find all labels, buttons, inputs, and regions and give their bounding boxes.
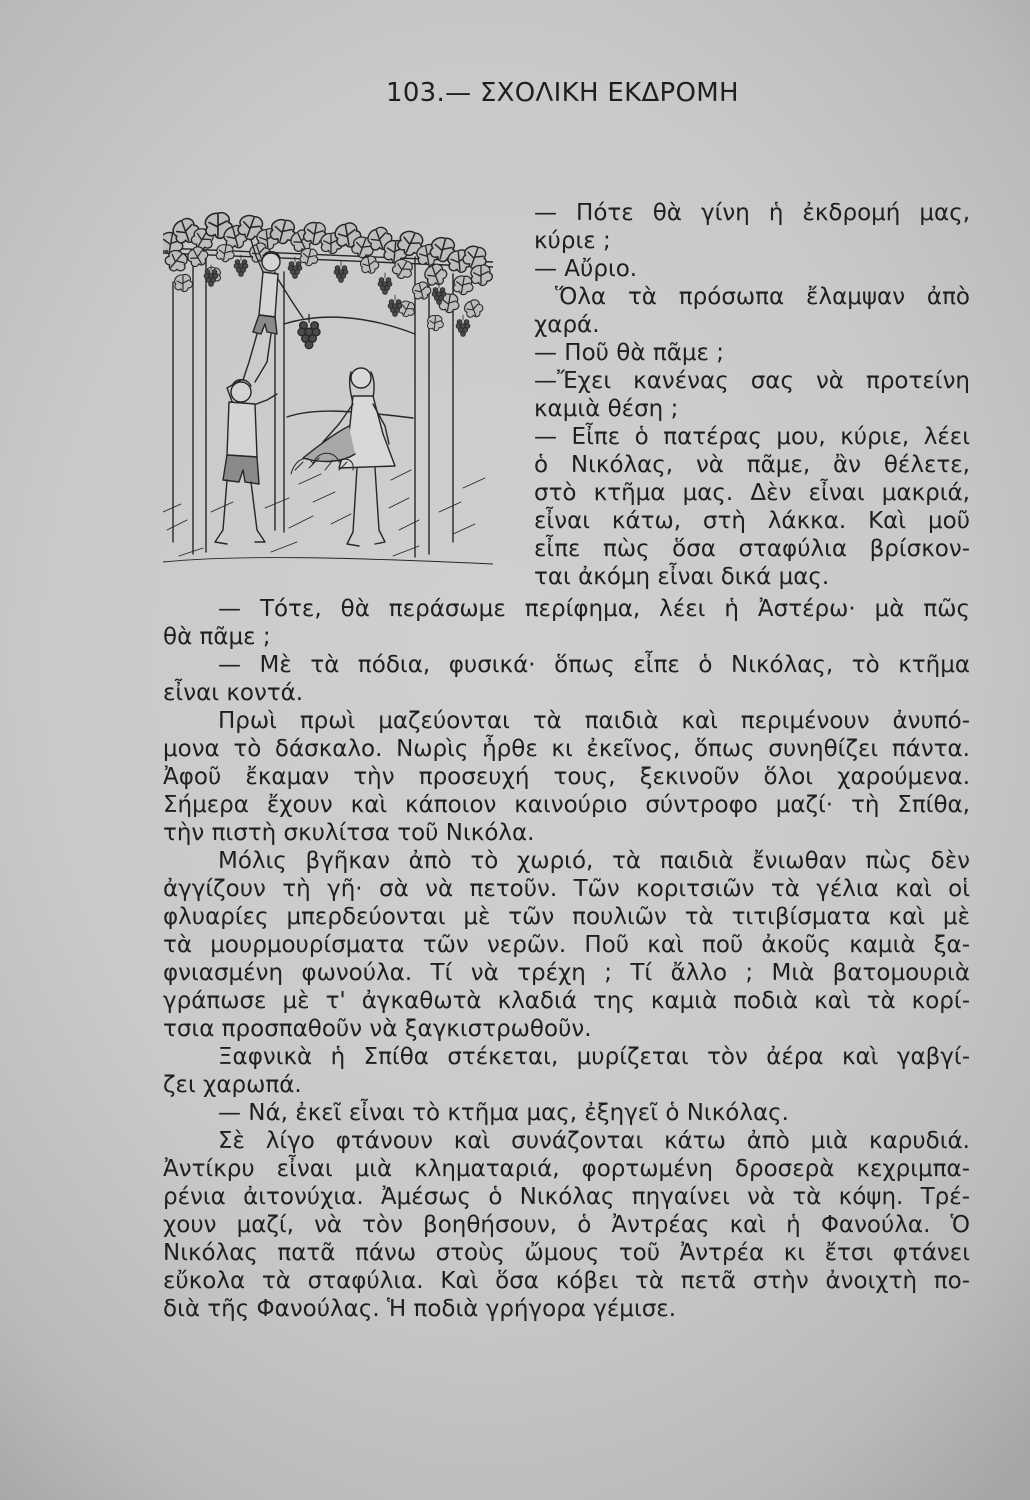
body-line: — Μὲ τὰ πόδια, φυσικά· ὅπως εἶπε ὁ Νικόλας, τὸ κτῆμα bbox=[218, 652, 970, 678]
body-line: Σήμερα ἔχουν καὶ κάποιον καινούριο σύντροφο μαζί· τὴ Σπίθα, bbox=[163, 792, 970, 818]
dialogue-line: ται ἀκόμη εἶναι δικά μας. bbox=[534, 564, 830, 590]
dialogue-line: στὸ κτῆμα μας. Δὲν εἶναι μακριά, bbox=[534, 480, 970, 506]
body-line: Πρωὶ πρωὶ μαζεύονται τὰ παιδιὰ καὶ περιμένουν ἀνυπό- bbox=[218, 708, 970, 734]
body-line: τσια προσπαθοῦν νὰ ξαγκιστρωθοῦν. bbox=[163, 1016, 592, 1042]
body-text bbox=[163, 595, 970, 1323]
dialogue-line: κύριε ; bbox=[534, 228, 611, 254]
dialogue-column bbox=[534, 199, 970, 591]
body-line: Ἀφοῦ ἔκαμαν τὴν προσευχή τους, ξεκινοῦν ὅλοι χαρούμενα. bbox=[163, 764, 970, 790]
boy-climbing bbox=[243, 240, 303, 382]
dialogue-line: χαρά. bbox=[534, 312, 600, 338]
dialogue-line: — Εἶπε ὁ πατέρας μου, κύριε, λέει bbox=[534, 424, 970, 450]
boy-supporting bbox=[215, 380, 277, 544]
dialogue-line: Ὅλα τὰ πρόσωπα ἔλαμψαν ἀπὸ bbox=[555, 284, 970, 310]
body-line: μονα τὸ δάσκαλο. Νωρὶς ἦρθε κι ἐκεῖνος, ὅπως συνηθίζει πάντα. bbox=[163, 736, 970, 762]
body-line: ἀγγίζουν τὴ γῆ· σὰ νὰ πετοῦν. Τῶν κοριτσιῶν τὰ γέλια καὶ οἱ bbox=[163, 876, 970, 902]
dialogue-line: — Πότε θὰ γίνη ἡ ἐκδρομή μας, bbox=[534, 200, 970, 226]
body-line: διὰ τῆς Φανούλας. Ἡ ποδιὰ γρήγορα γέμισε. bbox=[163, 1296, 677, 1322]
chapter-title: 103.— ΣΧΟΛΙΚΗ ΕΚΔΡΟΜΗ bbox=[386, 78, 739, 108]
body-line: εὔκολα τὰ σταφύλια. Καὶ ὅσα κόβει τὰ πετᾶ στὴν ἀνοιχτὴ πο- bbox=[163, 1268, 970, 1294]
body-line: γράπωσε μὲ τ' ἀγκαθωτὰ κλαδιά της καμιὰ ποδιὰ καὶ τὰ κορί- bbox=[163, 988, 970, 1014]
body-line: φνιασμένη φωνούλα. Τί νὰ τρέχη ; Τί ἄλλο ; Μιὰ βατομουριὰ bbox=[163, 960, 970, 986]
body-line: φλυαρίες μπερδεύονται μὲ τῶν πουλιῶν τὰ τιτιβίσματα καὶ μὲ bbox=[163, 904, 970, 930]
dialogue-line: —Ἔχει κανένας σας νὰ προτείνη bbox=[534, 368, 970, 394]
dialogue-line: — Αὔριο. bbox=[534, 256, 638, 282]
ground-hatching bbox=[163, 470, 493, 564]
vine-post-middle bbox=[275, 272, 284, 532]
body-line: τὴν πιστὴ σκυλίτσα τοῦ Νικόλα. bbox=[163, 820, 535, 846]
body-line: — Τότε, θὰ περάσωμε περίφημα, λέει ἡ Ἀστέρω· μὰ πῶς bbox=[218, 596, 970, 622]
dialogue-line: ὁ Νικόλας, νὰ πᾶμε, ἂν θέλετε, bbox=[534, 452, 970, 478]
body-line: εἶναι κοντά. bbox=[163, 680, 304, 706]
body-line: ζει χαρωπά. bbox=[163, 1072, 302, 1098]
vine-post-left bbox=[173, 252, 206, 554]
body-line: τὰ μουρμουρίσματα τῶν νερῶν. Ποῦ καὶ ποῦ ἀκοῦς καμιὰ ξα- bbox=[163, 932, 970, 958]
body-line: Σὲ λίγο φτάνουν καὶ συνάζονται κάτω ἀπὸ μιὰ καρυδιά. bbox=[218, 1128, 970, 1154]
dialogue-line: εἶπε πὼς ὅσα σταφύλια βρίσκον- bbox=[534, 536, 970, 562]
body-line: χουν μαζί, νὰ τὸν βοηθήσουν, ὁ Ἀντρέας καὶ ἡ Φανούλα. Ὁ bbox=[163, 1212, 970, 1238]
dialogue-line: εἶναι κάτω, στὴ λάκκα. Καὶ μοῦ bbox=[534, 508, 970, 534]
body-line: θὰ πᾶμε ; bbox=[163, 624, 271, 650]
body-line: Νικόλας πατᾶ πάνω στοὺς ὤμους τοῦ Ἀντρέα κι ἔτσι φτάνει bbox=[163, 1240, 970, 1266]
body-line: Ξαφνικὰ ἡ Σπίθα στέκεται, μυρίζεται τὸν ἀέρα καὶ γαβγί- bbox=[218, 1044, 970, 1070]
body-line: ρένια ἀιτονύχια. Ἀμέσως ὁ Νικόλας πηγαίνει νὰ τὰ κόψη. Τρέ- bbox=[163, 1184, 970, 1210]
dialogue-line: — Ποῦ θὰ πᾶμε ; bbox=[534, 340, 724, 366]
body-line: Ἀντίκρυ εἶναι μιὰ κληματαριά, φορτωμένη δροσερὰ κεχριμπα- bbox=[163, 1156, 970, 1182]
dialogue-line: καμιὰ θέση ; bbox=[534, 396, 679, 422]
body-line: Μόλις βγῆκαν ἀπὸ τὸ χωριό, τὰ παιδιὰ ἔνιωθαν πὼς δὲν bbox=[218, 848, 970, 874]
body-line: — Νά, ἐκεῖ εἶναι τὸ κτῆμα μας, ἐξηγεῖ ὁ Νικόλας. bbox=[218, 1100, 789, 1126]
grape-harvest-illustration bbox=[163, 212, 493, 587]
